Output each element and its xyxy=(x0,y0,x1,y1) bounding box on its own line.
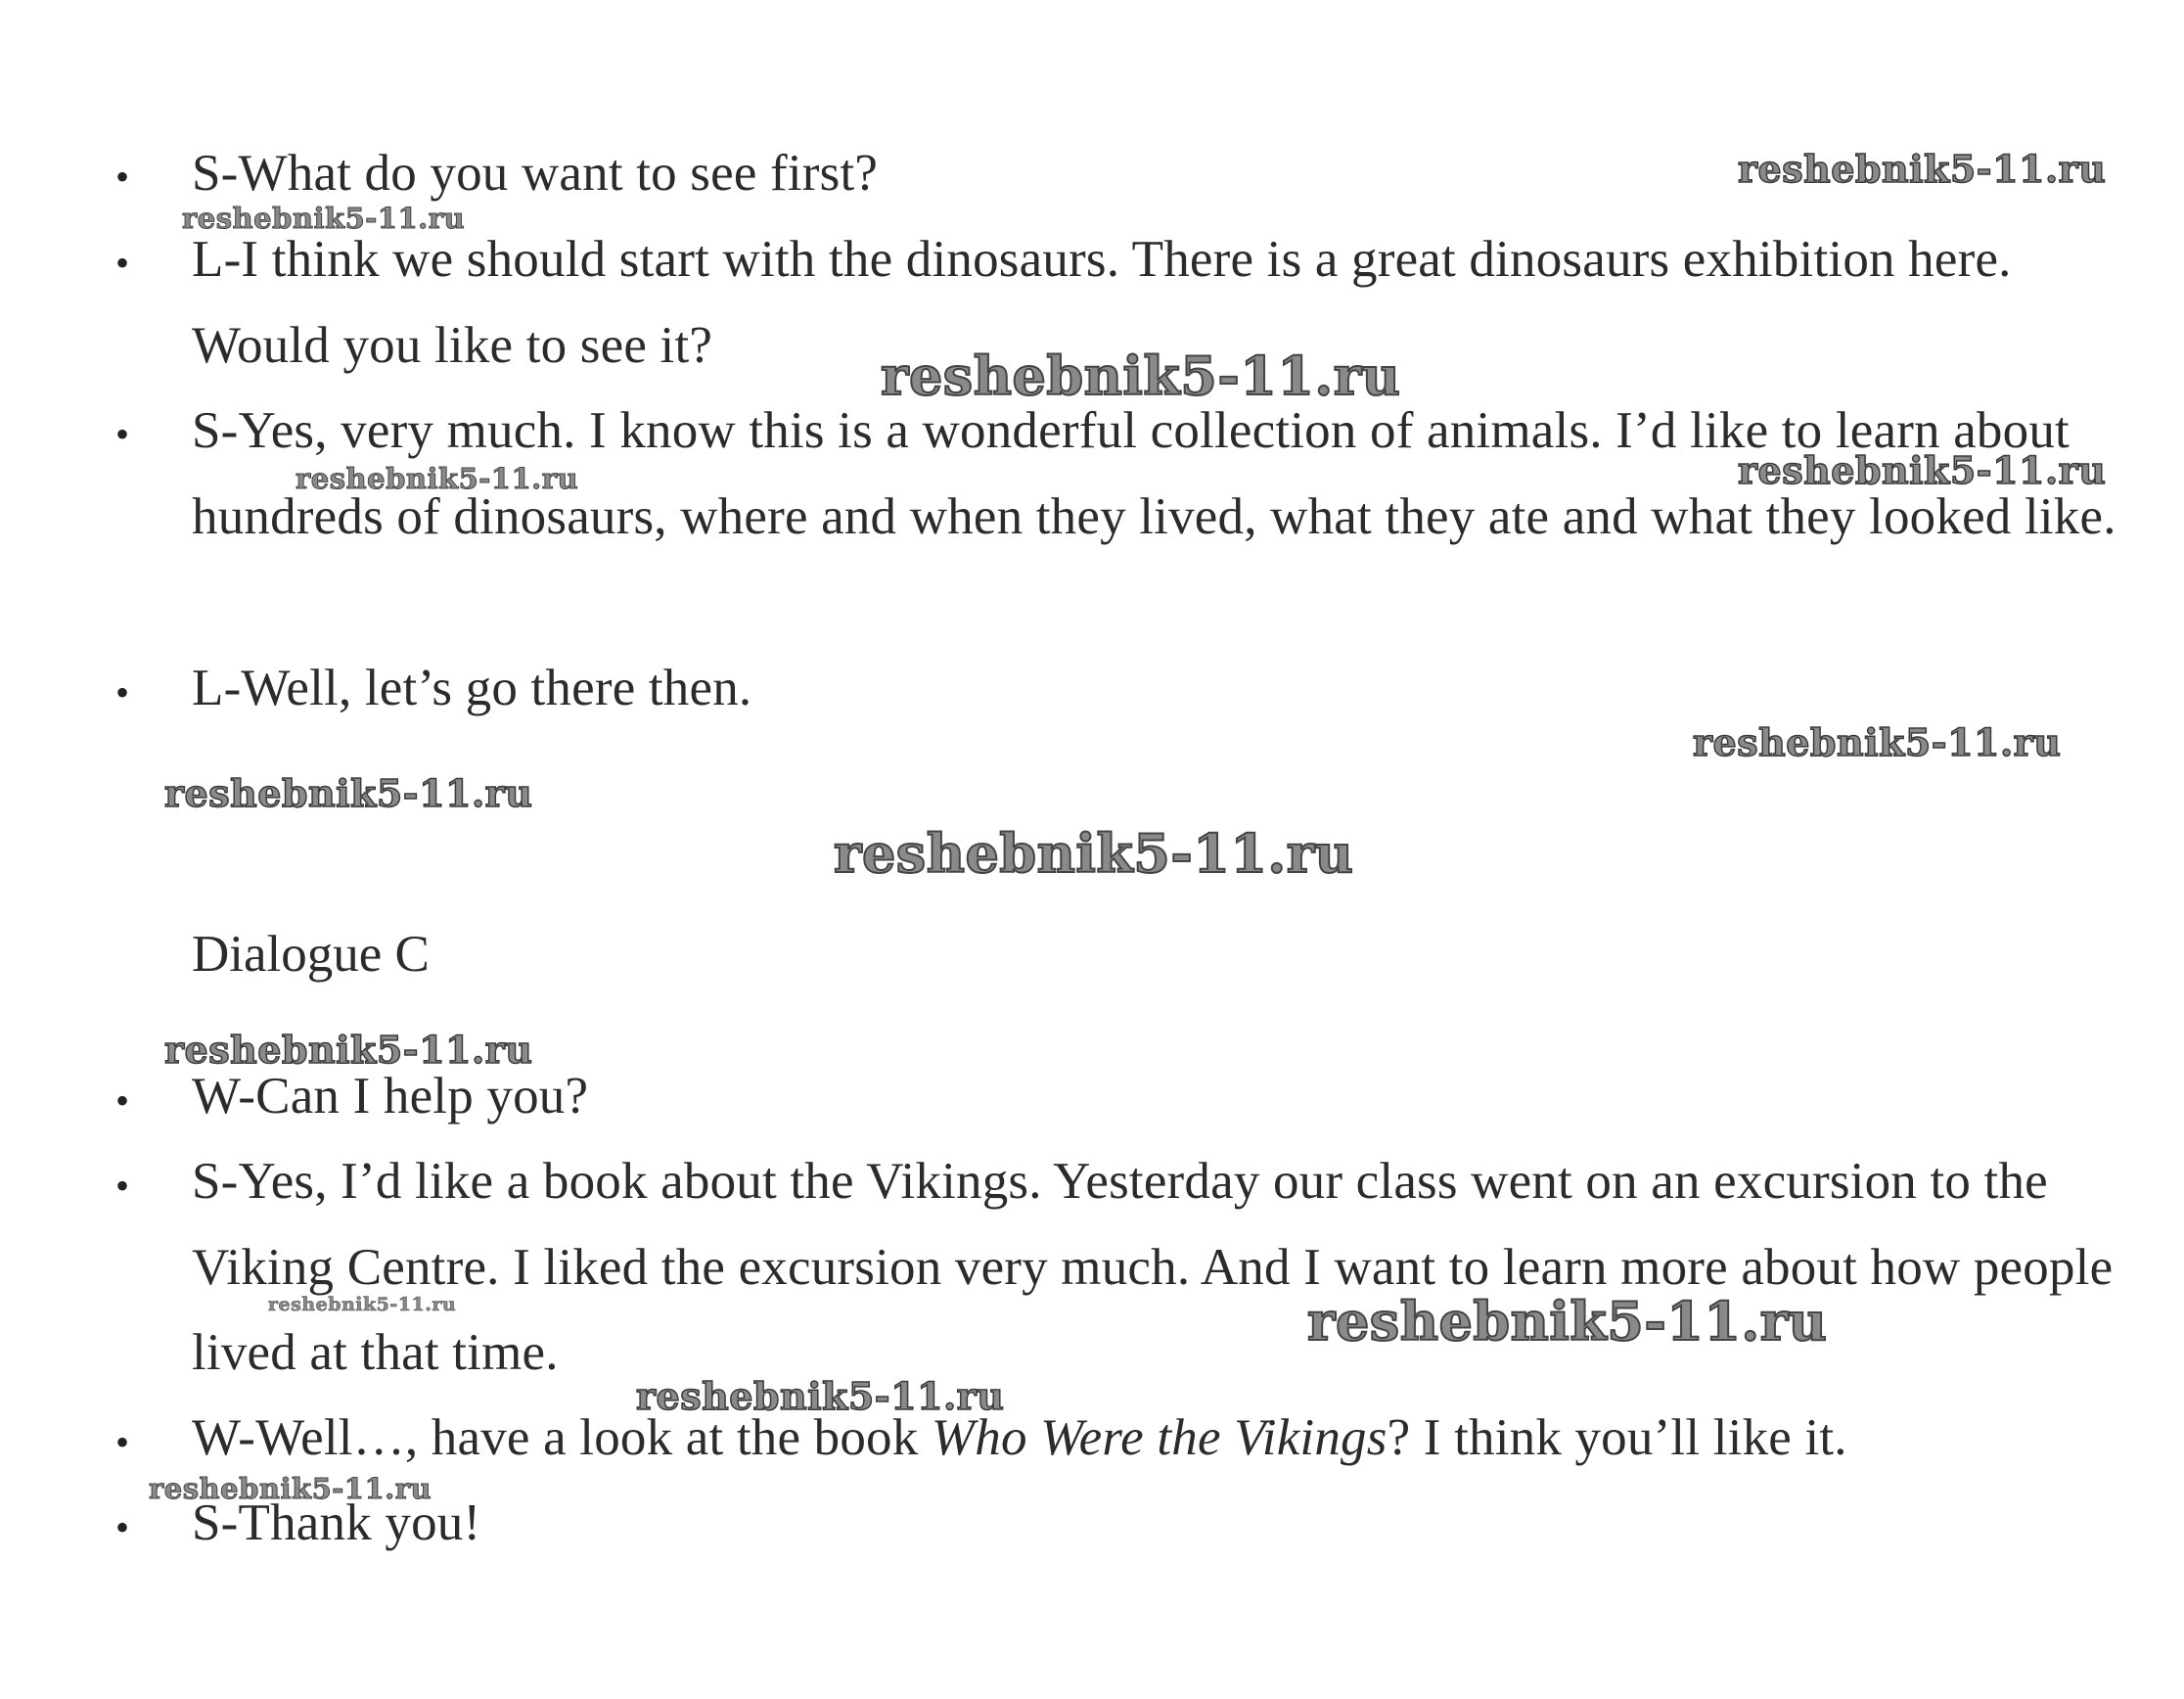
bullet: • xyxy=(115,670,130,714)
dialogue-line: S-Yes, very much. I know this is a wonderful collection of animals. I’d like to learn about hundreds of dinosaurs, where and when they lived, what they ate and what they looked like. xyxy=(192,402,2116,545)
watermark: reshebnik5-11.ru xyxy=(1693,720,2062,764)
watermark: reshebnik5-11.ru xyxy=(1738,147,2107,191)
bullet: • xyxy=(115,1420,130,1464)
watermark: reshebnik5-11.ru xyxy=(1738,448,2107,492)
bullet: • xyxy=(115,241,130,285)
watermark: reshebnik5-11.ru xyxy=(296,462,579,495)
dialogue-line: S-Thank you! xyxy=(192,1494,481,1551)
bullet: • xyxy=(115,412,130,456)
bullet: • xyxy=(115,1079,130,1123)
section-heading: Dialogue C xyxy=(192,926,430,983)
watermark: reshebnik5-11.ru xyxy=(1307,1290,1828,1353)
dialogue-text: W-Well…, have a look at the book xyxy=(192,1409,932,1466)
book-title: Who Were the Vikings xyxy=(931,1409,1388,1466)
dialogue-line: L-Well, let’s go there then. xyxy=(192,660,752,716)
dialogue-line: S-Yes, I’d like a book about the Vikings. Yesterday our class went on an excursion to the Viking Centre. I liked the excursion very much. And I want to learn more about how people lived at that time. xyxy=(192,1153,2114,1381)
watermark: reshebnik5-11.ru xyxy=(182,202,466,235)
watermark: reshebnik5-11.ru xyxy=(636,1374,1005,1418)
watermark: reshebnik5-11.ru xyxy=(881,344,1401,407)
dialogue-line xyxy=(192,1396,2139,1482)
watermark: reshebnik5-11.ru xyxy=(834,822,1354,885)
watermark: reshebnik5-11.ru xyxy=(149,1472,432,1505)
bullet: • xyxy=(115,155,130,199)
watermark: reshebnik5-11.ru xyxy=(164,771,533,815)
dialogue-line: L-I think we should start with the dinosaurs. There is a great dinosaurs exhibition here. Would you like to see it? xyxy=(192,231,2012,374)
bullet: • xyxy=(115,1164,130,1208)
dialogue-text: ? I think you’ll like it. xyxy=(1387,1409,1847,1466)
watermark: reshebnik5-11.ru xyxy=(268,1294,457,1315)
dialogue-line: W-Can I help you? xyxy=(192,1068,589,1125)
watermark: reshebnik5-11.ru xyxy=(164,1028,533,1072)
bullet: • xyxy=(115,1505,130,1549)
dialogue-line: S-What do you want to see first? xyxy=(192,145,879,202)
